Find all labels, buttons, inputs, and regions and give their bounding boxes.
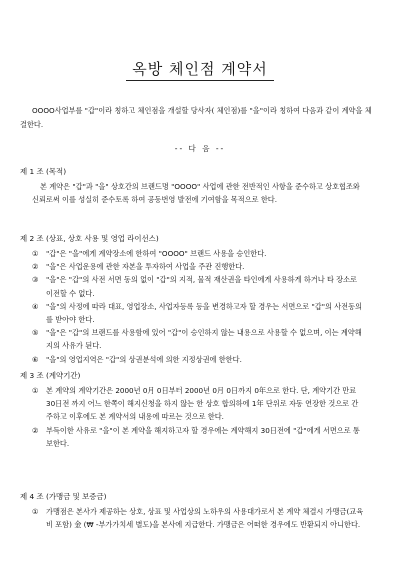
item-number: ⑥: [32, 354, 39, 364]
item-text: 부득이한 사유로 "을"이 본 계약을 해지하고자 할 경우에는 계약해지 30日전에 "갑"에게 서면으로 통보한다.: [46, 425, 360, 448]
item-number: ④: [32, 301, 39, 311]
article-4-items: [32, 505, 364, 531]
item-number: ③: [32, 275, 39, 285]
list-item: [32, 273, 364, 299]
item-number: ①: [32, 249, 39, 258]
article-3-items: [32, 384, 364, 450]
list-item: [32, 353, 364, 366]
list-item: [32, 247, 364, 260]
item-text: 본 계약의 계약기간은 2000년 0月 0日부터 2000년 0月 0日까지 0年으로 한다. 단, 계약기간 만료 30日전 까지 어느 한쪽이 해지신청을 하지 않는 한 상호 합의하에 1年 단위로 자동 연장한 것으로 간주하고 이후에도 본 계약서의 내용에 따르는 것으로 한다.: [46, 386, 359, 422]
item-text: "을"의 영업지역은 "갑"의 상권분석에 의한 지정상권에 한한다.: [46, 354, 242, 364]
item-number: ①: [32, 507, 39, 516]
list-item: [32, 326, 364, 352]
item-text: "갑"은 "을"에게 계약장소에 한하여 "OOOO" 브랜드 사용을 승인한다.: [46, 249, 267, 258]
item-text: "을"의 사정에 따라 대표, 영업장소, 사업자등록 등을 변경하고자 할 경우는 서면으로 "갑"의 사전동의를 받아야 한다.: [46, 301, 362, 325]
list-item: [32, 300, 364, 326]
document-title: [0, 58, 400, 79]
list-item: [32, 384, 364, 424]
item-number: ①: [32, 386, 39, 395]
list-item: [32, 505, 364, 531]
item-number: ⑤: [32, 328, 39, 338]
item-text: "을"은 사업운용에 관한 자본을 투자하여 사업을 주관 진행한다.: [46, 262, 245, 272]
item-text: 가맹점은 본사가 제공하는 상호, 상표 및 사업상의 노하우의 사용대가로서 본 계약 체결시 가맹금(교육비 포함) 金 (₩ -부가가치세 별도)을 본사에 지급한다. 가맹금은 어떠한 경우에도 반환되지 아니한다.: [46, 507, 364, 530]
article-2-title: 제 2 조 (상표, 상호 사용 및 영업 라이선스): [20, 234, 159, 243]
article-4-title: 제 4 조 (가맹금 및 보증금): [20, 492, 107, 501]
article-1-title: 제 1 조 (목적): [20, 167, 67, 176]
item-number: ②: [32, 262, 39, 272]
article-3-title: 제 3 조 (계약기간): [20, 371, 81, 380]
list-item: [32, 424, 364, 450]
item-text: "을"은 "갑"의 사전 서면 동의 없이 "갑"의 지적, 물적 재산권을 타인에게 사용하게 하거나 타 장소로 이전할 수 없다.: [46, 275, 358, 298]
article-1-body: 본 계약은 "갑"과 "을" 상호간의 브랜드명 "OOOO" 사업에 관한 전반적인 사항을 준수하고 상호협조와 신뢰로써 이를 성실히 준수토록 하여 공동번영 발전에 기여함을 목적으로 한다.: [32, 182, 360, 205]
article-2-items: [32, 247, 364, 366]
item-text: "을"은 "갑"의 브랜드를 사용함에 있어 "갑"이 승인하지 않는 내용으로 사용할 수 없으며, 이는 계약해지의 사유가 된다.: [46, 328, 362, 351]
item-number: ②: [32, 425, 39, 435]
intro-paragraph: OOOO사업부를 "갑"이라 칭하고 체인점을 개설할 당사자( 체인점)를 "을"이라 칭하여 다음과 같이 계약을 체결한다.: [20, 106, 372, 129]
section-divider-label: -- 다 음 --: [174, 144, 226, 153]
document-title-text: 옥방 체인점 계약서: [126, 60, 273, 81]
list-item: [32, 260, 364, 273]
